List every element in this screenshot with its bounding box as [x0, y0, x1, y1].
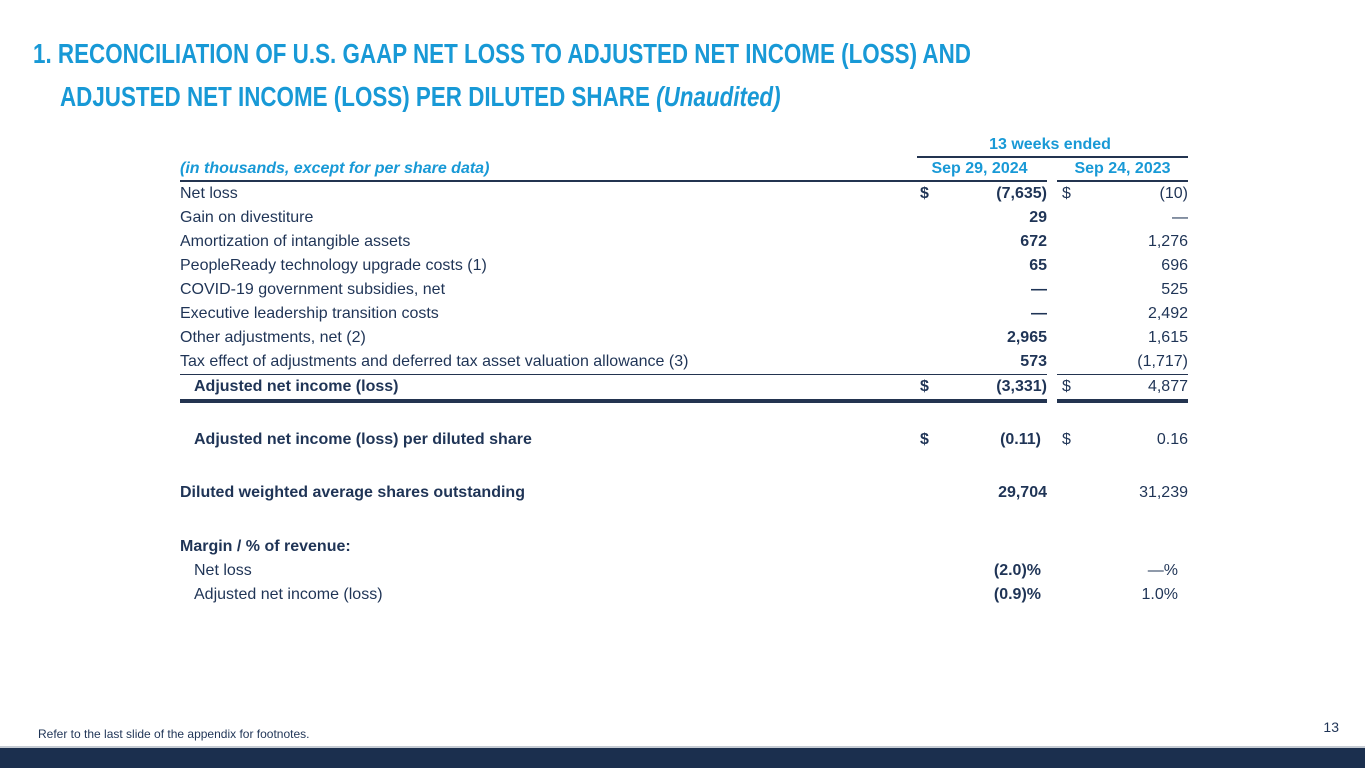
- value-2024: (0.9)%: [993, 586, 1041, 603]
- column-header-row: [180, 158, 1188, 180]
- value-2024: 2,965: [1006, 329, 1047, 346]
- dollar-sign-2023: [1057, 206, 1085, 230]
- margin-row-net-loss: [180, 559, 1188, 583]
- row-label: Other adjustments, net (2): [180, 329, 366, 346]
- dollar-sign-2023: [1057, 481, 1085, 505]
- value-2024: (3,331): [996, 378, 1047, 395]
- dollar-sign-2023: [1057, 326, 1085, 350]
- reconciliation-table: [180, 134, 1188, 607]
- row-label: Amortization of intangible assets: [180, 233, 411, 250]
- dollar-sign-2024: [912, 302, 942, 326]
- table-row-diluted-shares: [180, 481, 1188, 505]
- period-header-row: [180, 134, 1188, 156]
- rule-gap: [1047, 399, 1057, 403]
- table-row-tax-effect: [180, 350, 1188, 374]
- dollar-sign-2023: [1057, 230, 1085, 254]
- period-header: 13 weeks ended: [989, 136, 1111, 153]
- margin-row-adjusted-net-income: [180, 583, 1188, 607]
- row-label: Diluted weighted average shares outstanding: [180, 484, 525, 501]
- value-2024: (7,635): [996, 185, 1047, 202]
- value-2023: 1,276: [1147, 233, 1188, 250]
- spacer: [180, 505, 1188, 535]
- table-row-peopleready-tech: [180, 254, 1188, 278]
- margin-section-header-row: [180, 535, 1188, 559]
- dollar-sign-2024: [912, 230, 942, 254]
- dollar-sign-2023: [1057, 254, 1085, 278]
- footnote-reference: Refer to the last slide of the appendix for footnotes.: [38, 727, 310, 741]
- spacer-cell: [180, 134, 912, 156]
- dollar-sign-2024: [912, 278, 942, 302]
- dollar-sign-2023: [1057, 278, 1085, 302]
- table-row-amortization: [180, 230, 1188, 254]
- value-2023: 4,877: [1147, 378, 1188, 395]
- dollar-sign-2024: [912, 481, 942, 505]
- column-gap: [1047, 158, 1057, 180]
- dollar-sign-2024: [912, 350, 942, 374]
- column-gap: [1047, 350, 1057, 374]
- table-row-net-loss: [180, 182, 1188, 206]
- column-gap: [1047, 559, 1057, 583]
- page-number: 13: [1323, 719, 1339, 735]
- value-2023: 0.16: [1156, 431, 1188, 448]
- row-label: Gain on divestiture: [180, 209, 314, 226]
- rule-segment: [1057, 399, 1188, 403]
- total-bottomline: [180, 399, 1188, 403]
- value-2023: —: [1172, 209, 1188, 226]
- dollar-sign-2023: $: [1062, 185, 1071, 202]
- value-2024: 29: [1029, 209, 1047, 226]
- column-gap: [1047, 182, 1057, 206]
- dollar-sign-2024: [912, 254, 942, 278]
- dollar-sign-2024: [912, 559, 942, 583]
- slide-title-line2: [60, 75, 781, 118]
- table-row-executive-transition: [180, 302, 1188, 326]
- unaudited-label: (Unaudited): [656, 81, 781, 112]
- column-gap: [1047, 326, 1057, 350]
- dollar-sign-2024: $: [920, 431, 929, 448]
- value-2023: 31,239: [1139, 484, 1188, 501]
- col-header-2024: Sep 29, 2024: [931, 160, 1028, 177]
- dollar-sign-2024: [912, 583, 942, 607]
- dollar-sign-2023: [1057, 350, 1085, 374]
- row-label: PeopleReady technology upgrade costs (1): [180, 257, 487, 274]
- slide-title-line1: 1. RECONCILIATION OF U.S. GAAP NET LOSS TO ADJUSTED NET INCOME (LOSS) AND: [33, 38, 971, 69]
- column-gap: [1047, 583, 1057, 607]
- value-2024: 65: [1029, 257, 1047, 274]
- value-2023: (10): [1159, 185, 1188, 202]
- row-label: Adjusted net income (loss) per diluted share: [194, 431, 532, 448]
- column-gap: [1047, 302, 1057, 326]
- value-2023: 2,492: [1147, 305, 1188, 322]
- row-label: Adjusted net income (loss): [194, 586, 383, 603]
- spacer: [180, 452, 1188, 481]
- dollar-sign-2024: $: [920, 378, 929, 395]
- slide-title: [33, 32, 1205, 118]
- column-gap: [1047, 481, 1057, 505]
- dollar-sign-2023: $: [1062, 378, 1071, 395]
- value-2023: 525: [1161, 281, 1188, 298]
- dollar-sign-2024: [912, 206, 942, 230]
- column-gap: [1047, 428, 1057, 452]
- margin-section-header: Margin / % of revenue:: [180, 538, 351, 555]
- value-2024: 672: [1020, 233, 1047, 250]
- bottom-accent-bar: [0, 746, 1365, 768]
- dollar-sign-2023: [1057, 559, 1085, 583]
- row-label: Net loss: [180, 185, 238, 202]
- column-gap: [1047, 230, 1057, 254]
- value-2023: 696: [1161, 257, 1188, 274]
- column-gap: [1047, 375, 1057, 399]
- table-row-adjusted-net-income: [180, 375, 1188, 399]
- row-label: Net loss: [194, 562, 252, 579]
- value-2023: (1,717): [1137, 353, 1188, 370]
- column-gap: [1047, 278, 1057, 302]
- value-2023: 1.0%: [1141, 586, 1178, 603]
- column-gap: [1047, 206, 1057, 230]
- col-header-2023: Sep 24, 2023: [1074, 160, 1171, 177]
- value-2024: —: [1031, 281, 1047, 298]
- column-gap: [1047, 254, 1057, 278]
- slide-title-line2-text: ADJUSTED NET INCOME (LOSS) PER DILUTED SHARE: [60, 81, 657, 112]
- row-label: Executive leadership transition costs: [180, 305, 439, 322]
- dollar-sign-2023: [1057, 583, 1085, 607]
- value-2023: —%: [1147, 562, 1178, 579]
- value-2024: 29,704: [998, 484, 1047, 501]
- row-label: COVID-19 government subsidies, net: [180, 281, 446, 298]
- table-row-other-adjustments: [180, 326, 1188, 350]
- rule-segment: [180, 399, 1047, 403]
- value-2024: —: [1031, 305, 1047, 322]
- row-label: Adjusted net income (loss): [194, 378, 399, 395]
- spacer: [180, 403, 1188, 428]
- table-caption: (in thousands, except for per share data): [180, 160, 490, 177]
- dollar-sign-2023: [1057, 302, 1085, 326]
- row-label: Tax effect of adjustments and deferred tax asset valuation allowance (3): [180, 353, 689, 370]
- table-row-per-diluted-share: [180, 428, 1188, 452]
- value-2023: 1,615: [1147, 329, 1188, 346]
- dollar-sign-2024: [912, 326, 942, 350]
- dollar-sign-2024: $: [920, 185, 929, 202]
- value-2024: (0.11): [1000, 431, 1041, 448]
- dollar-sign-2023: $: [1062, 431, 1071, 448]
- value-2024: 573: [1020, 353, 1047, 370]
- table-row-gain-on-divestiture: [180, 206, 1188, 230]
- table-row-covid-subsidies: [180, 278, 1188, 302]
- value-2024: (2.0)%: [993, 562, 1041, 579]
